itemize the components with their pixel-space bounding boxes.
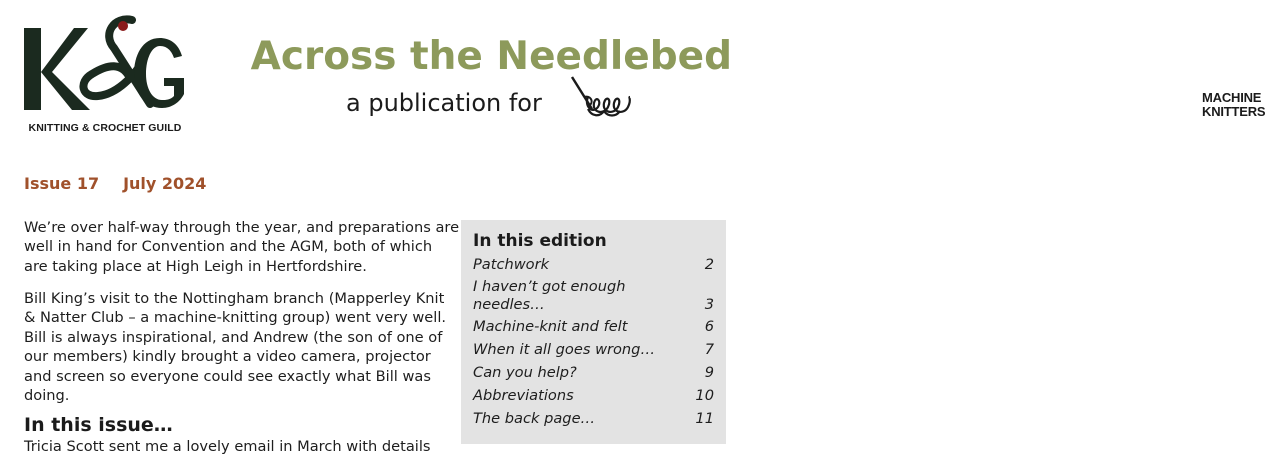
toc-item-page: 11 (695, 410, 714, 427)
knitting-machine-icon (570, 75, 730, 123)
intro-paragraph-1: We’re over half-way through the year, and preparations are well in hand for Convention and the AGM, both of which are taking place at High Leigh in Hertfordshire. (24, 219, 460, 275)
toc-item-page: 3 (704, 296, 714, 313)
toc-item-page: 9 (704, 364, 714, 381)
kg-logo (22, 12, 188, 136)
toc-item[interactable] (473, 387, 714, 405)
toc-item[interactable] (473, 278, 714, 314)
toc-item-title: Abbreviations (473, 387, 574, 404)
in-this-issue-paragraph: Tricia Scott sent me a lovely email in March with details (24, 438, 431, 455)
mk-logo-line2: KNITTERS (1202, 104, 1265, 119)
issue-number: Issue 17 (24, 174, 100, 193)
toc-item[interactable] (473, 410, 714, 428)
toc-item-page: 7 (704, 341, 714, 358)
publication-subtitle: a publication for (346, 89, 542, 117)
machine-knitters-logo (570, 75, 1265, 123)
table-of-contents (461, 220, 726, 444)
logo-subtitle: KNITTING & CROCHET GUILD (28, 122, 182, 134)
toc-item-page: 6 (704, 318, 714, 335)
toc-item-title: The back page… (473, 410, 596, 427)
intro-paragraph-2: Bill King’s visit to the Nottingham branch (Mapperley Knit & Natter Club – a machine-knitting group) went very well. Bill is always inspirational, and Andrew (the son of one of our members) kindly brought a video camera, projector and screen so everyone could see exactly what Bill was doing. (24, 290, 447, 405)
kg-logo-mark (22, 12, 188, 120)
toc-item-title: Machine-knit and felt (473, 318, 628, 335)
mk-logo-line1: MACHINE (1202, 90, 1262, 105)
toc-item-title: When it all goes wrong… (473, 341, 656, 358)
in-this-issue-heading: In this issue… (24, 414, 173, 436)
toc-item-title: Patchwork (473, 256, 550, 273)
toc-item[interactable] (473, 341, 714, 359)
toc-item[interactable] (473, 318, 714, 336)
toc-heading: In this edition (473, 231, 607, 251)
issue-date: July 2024 (123, 174, 207, 193)
toc-item-page: 10 (695, 387, 714, 404)
toc-item-title: Can you help? (473, 364, 577, 381)
publication-title: Across the Needlebed (250, 34, 732, 79)
toc-item[interactable] (473, 256, 714, 274)
toc-item[interactable] (473, 364, 714, 382)
issue-info (24, 174, 206, 193)
toc-item-page: 2 (704, 256, 714, 273)
toc-item-title: I haven’t got enough needles… (473, 278, 626, 313)
